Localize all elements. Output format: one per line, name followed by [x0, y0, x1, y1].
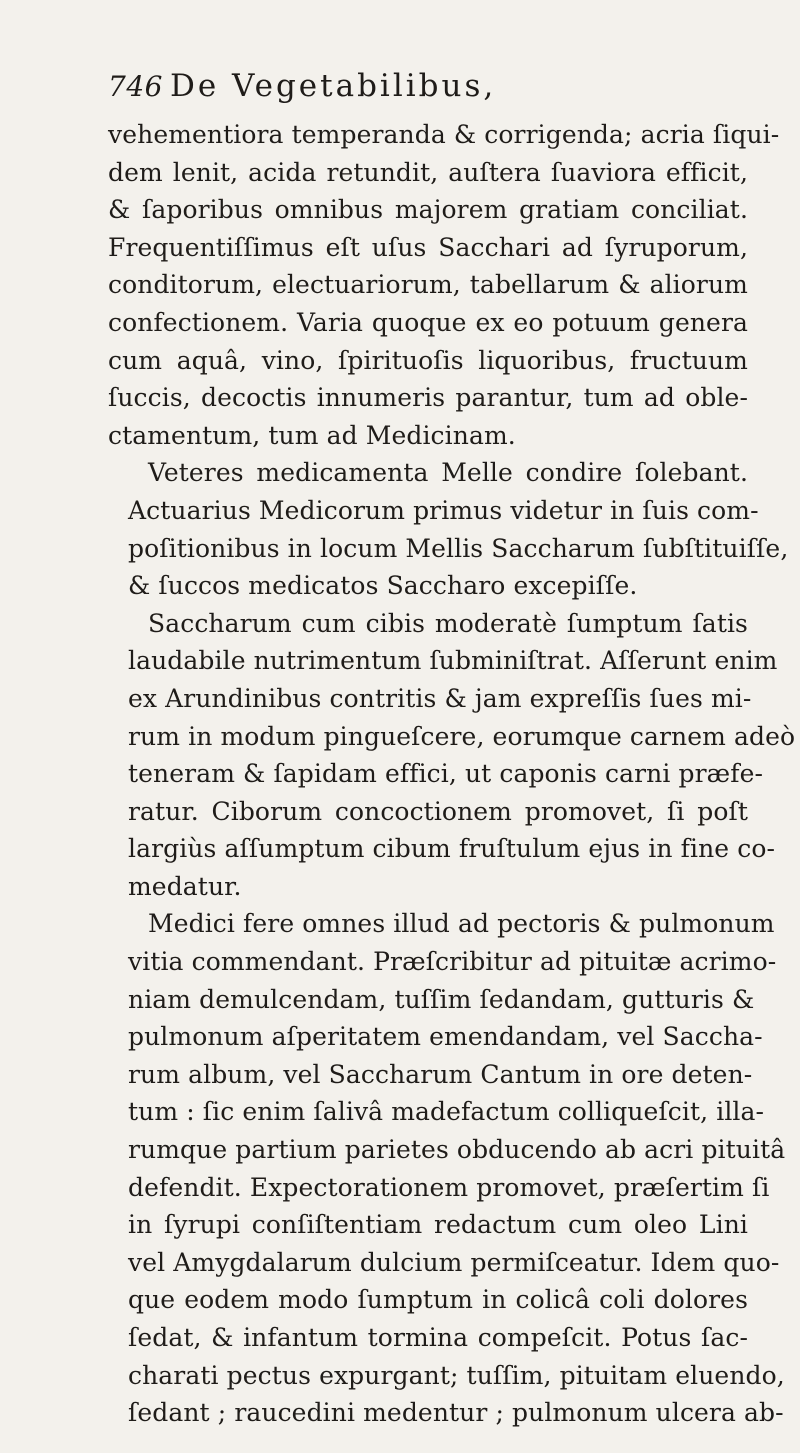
text-line: vitia commendant. Præſcribitur ad pituitæ acrimo- — [128, 947, 777, 977]
text-line: ratur. Ciborum concoctionem promovet, ſi poſt — [128, 796, 748, 826]
text-line: medatur. — [128, 871, 242, 901]
text-line: confectionem. Varia quoque ex eo potuum genera — [108, 307, 748, 337]
text-line: dem lenit, acida retundit, auſtera ſuaviora efficit, — [108, 157, 748, 187]
text-line: charati pectus expurgant; tuſſim, pituitam eluendo, — [128, 1360, 785, 1390]
running-title: De Vegetabilibus, — [170, 68, 497, 104]
text-line: Actuarius Medicorum primus videtur in ſuis com- — [128, 495, 759, 525]
page-number: 746 — [108, 70, 163, 103]
paragraph-nutrition — [108, 605, 796, 906]
text-line: que eodem modo ſumptum in colicâ coli dolores — [128, 1285, 748, 1315]
text-line: conditorum, electuariorum, tabellarum & aliorum — [108, 270, 748, 300]
text-line: Veteres medicamenta Melle condire ſolebant. — [148, 458, 748, 488]
text-line: niam demulcendam, tuſſim ſedandam, gutturis & — [128, 984, 755, 1014]
text-line: defendit. Expectorationem promovet, præſertim ſi — [128, 1172, 770, 1202]
text-line: rumque partium parietes obducendo ab acri pituitâ — [128, 1135, 786, 1165]
text-line: tum : ſic enim ſalivâ madefactum colliqueſcit, illa- — [128, 1097, 765, 1127]
text-line: vel Amygdalarum dulcium permiſceatur. Idem quo- — [128, 1247, 780, 1277]
running-head — [108, 68, 748, 110]
text-line: & ſuccos medicatos Saccharo excepiſſe. — [128, 571, 638, 601]
body-text — [108, 116, 796, 1432]
text-line: ctamentum, tum ad Medicinam. — [108, 420, 516, 450]
text-line: ſedant ; raucedini medentur ; pulmonum ulcera ab- — [128, 1398, 784, 1428]
text-line: Saccharum cum cibis moderatè ſumptum ſatis — [148, 608, 748, 638]
text-line: rum in modum pingueſcere, eorumque carnem adeò — [128, 721, 796, 751]
text-line: cum aquâ, vino, ſpirituoſis liquoribus, fructuum — [108, 345, 748, 375]
text-line: & ſaporibus omnibus majorem gratiam conciliat. — [108, 195, 748, 225]
text-line: in ſyrupi conſiſtentiam redactum cum oleo Lini — [128, 1210, 748, 1240]
text-line: vehementiora temperanda & corrigenda; acria ſiqui- — [108, 120, 780, 149]
text-line: poſitionibus in locum Mellis Saccharum ſubſtituiſſe, — [128, 533, 789, 563]
text-line: ſedat, & infantum tormina compeſcit. Potus ſac- — [128, 1323, 748, 1352]
text-line: teneram & ſapidam effici, ut caponis carni præfe- — [128, 759, 764, 789]
text-line: largiùs aſſumptum cibum fruſtulum ejus in fine co- — [128, 834, 776, 864]
paragraph-chest-lungs — [108, 905, 786, 1431]
text-line: rum album, vel Saccharum Cantum in ore deten- — [128, 1059, 753, 1089]
paragraph-medicaments — [108, 454, 789, 604]
text-line: ſuccis, decoctis innumeris parantur, tum ad oble- — [108, 383, 748, 413]
text-line: ex Arundinibus contritis & jam expreſſis ſues mi- — [128, 683, 752, 713]
text-line: laudabile nutrimentum ſubminiſtrat. Aſſerunt enim — [128, 646, 778, 676]
text-line: Medici fere omnes illud ad pectoris & pulmonum — [148, 909, 775, 939]
text-line: pulmonum aſperitatem emendandam, vel Saccha- — [128, 1022, 763, 1052]
paragraph-sugar-uses — [108, 116, 780, 454]
text-line: Frequentiſſimus eſt uſus Sacchari ad ſyruporum, — [108, 232, 748, 262]
